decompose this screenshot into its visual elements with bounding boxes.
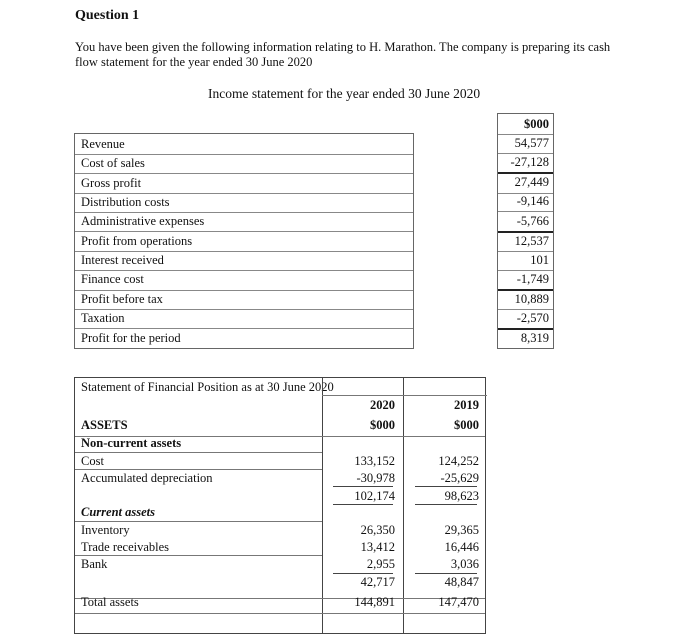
current-assets-heading: Current assets [81,505,155,519]
trade-receivables-2020: 13,412 [360,540,395,554]
income-value-distribution-costs: -9,146 [516,194,549,208]
income-label-profit-from-operations: Profit from operations [81,234,193,248]
column-2020-header: 2020 [370,398,395,412]
total-assets-2020: 144,891 [354,595,395,609]
accumulated-depreciation-2020: -30,978 [356,471,395,485]
inventory-label: Inventory [81,523,130,537]
financial-position-table [74,377,486,634]
accumulated-depreciation-label: Accumulated depreciation [81,471,213,485]
financial-position-title: Statement of Financial Position as at 30 June 2020 [81,380,334,394]
income-label-distribution-costs: Distribution costs [81,195,170,209]
income-statement-title: Income statement for the year ended 30 June 2020 [208,86,481,101]
bank-2020: 2,955 [366,557,395,571]
question-intro: You have been given the following information relating to H. Marathon. The company is preparing its cash flow statement for the year ended 30 June 2020 [75,40,611,69]
income-label-finance-cost: Finance cost [81,272,144,286]
income-label-administrative-expenses: Administrative expenses [81,214,205,228]
question-title: Question 1 [75,8,140,23]
unit-2019-header: $000 [454,418,479,432]
income-values-box [497,113,554,349]
inventory-2019: 29,365 [444,523,479,537]
income-value-administrative-expenses: -5,766 [516,214,549,228]
inventory-2020: 26,350 [360,523,395,537]
income-value-interest-received: 101 [530,253,549,267]
income-label-interest-received: Interest received [81,253,164,267]
income-value-profit-for-period: 8,319 [520,331,549,345]
unit-2020-header: $000 [370,418,395,432]
non-current-assets-heading: Non-current assets [81,436,182,450]
income-unit-header: $000 [524,117,549,131]
income-label-taxation: Taxation [81,311,125,325]
income-value-profit-before-tax: 10,889 [514,292,549,306]
cost-2020: 133,152 [354,454,395,468]
non-current-total-2020: 102,174 [354,489,395,503]
income-label-revenue: Revenue [81,137,125,151]
income-value-revenue: 54,577 [514,136,549,150]
income-label-cost-of-sales: Cost of sales [81,156,145,170]
bank-label: Bank [81,557,108,571]
income-label-profit-for-period: Profit for the period [81,331,181,345]
income-label-gross-profit: Gross profit [81,176,142,190]
income-value-finance-cost: -1,749 [516,272,549,286]
total-assets-2019: 147,470 [438,595,479,609]
bank-2019: 3,036 [450,557,479,571]
assets-heading: ASSETS [81,418,128,432]
trade-receivables-label: Trade receivables [81,540,170,554]
column-2019-header: 2019 [454,398,479,412]
income-statement-table [74,113,554,349]
income-label-profit-before-tax: Profit before tax [81,292,163,306]
income-value-gross-profit: 27,449 [514,175,549,189]
income-value-cost-of-sales: -27,128 [510,155,549,169]
cost-2019: 124,252 [438,454,479,468]
income-value-taxation: -2,570 [516,311,549,325]
income-value-profit-from-operations: 12,537 [514,234,549,248]
accumulated-depreciation-2019: -25,629 [440,471,479,485]
cost-label: Cost [81,454,104,468]
non-current-total-2019: 98,623 [444,489,479,503]
current-total-2019: 48,847 [444,575,479,589]
current-total-2020: 42,717 [360,575,395,589]
total-assets-label: Total assets [81,595,139,609]
income-labels-box [74,133,414,349]
trade-receivables-2019: 16,446 [444,540,479,554]
